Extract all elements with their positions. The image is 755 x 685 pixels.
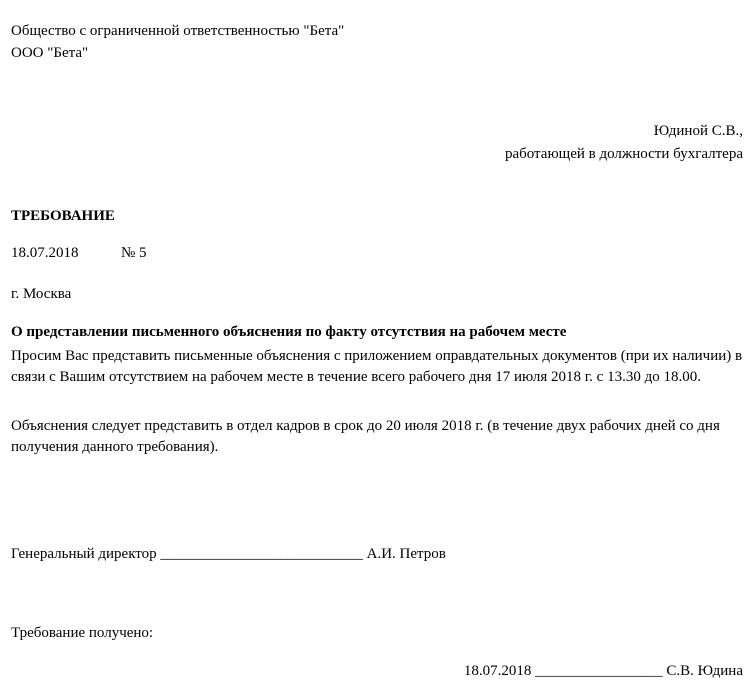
paragraph-explanation-request: Просим Вас представить письменные объяснения с приложением оправдательных документов (при их наличии) в связи с Вашим отсутствием на рабочем месте в течение всего рабочего дня 17 июля 2018 г. с 13.30 до 18.00. [11,348,743,385]
signature-line: ___________________________ [160,546,363,562]
document-type-heading: ТРЕБОВАНИЕ [11,208,115,224]
document-city: г. Москва [11,286,72,302]
addressee-name: Юдиной С.В., [653,123,743,139]
organization-short-name: ООО "Бета" [11,45,89,61]
receipt-name: С.В. Юдина [666,663,743,679]
signature-position: Генеральный директор [11,546,157,562]
paragraph-deadline: Объяснения следует представить в отдел кадров в срок до 20 июля 2018 г. (в течение двух рабочих дней со дня получения данного требования). [11,418,720,455]
document-number: № 5 [121,245,147,261]
receipt-label: Требование получено: [11,625,154,641]
addressee-position: работающей в должности бухгалтера [504,146,743,162]
receipt-date: 18.07.2018 [463,663,532,679]
organization-full-name: Общество с ограниченной ответственностью "Бета" [11,23,345,39]
receipt-line: _________________ [535,663,663,679]
receipt-signature-block [464,661,743,681]
document-subject: О представлении письменного объяснения по факту отсутствия на рабочем месте [11,324,567,340]
document-date: 18.07.2018 [11,245,79,261]
signature-name: А.И. Петров [366,546,446,562]
signature-block [11,544,446,564]
